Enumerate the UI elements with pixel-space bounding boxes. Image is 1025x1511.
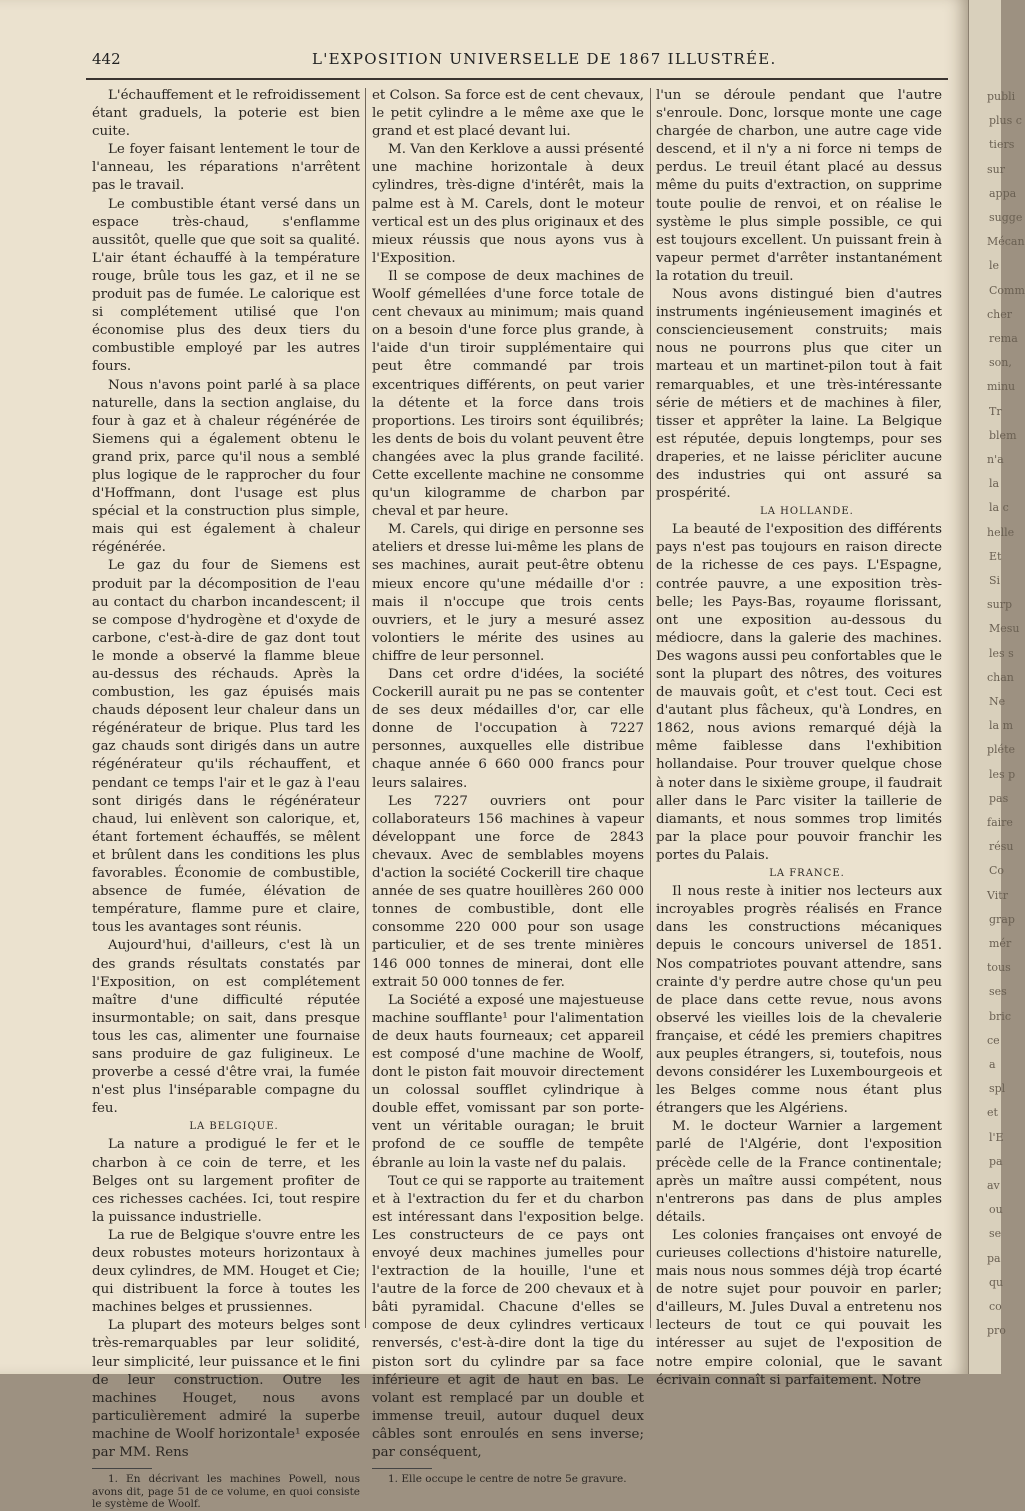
bleed-text-fragment: mér xyxy=(989,937,1012,950)
paragraph: M. Van den Kerklove a aussi présenté une machine horizontale à deux cylindres, très-digne d'intérêt, mais la palme est à M. Carels, dont le moteur vertical est un des plus originaux et des mieux réussis que nous ayons vus à l'Exposition. xyxy=(372,142,644,266)
paragraph: Nous avons distingué bien d'autres instruments ingénieusement imaginés et consciencieusement construits; mais nous ne pourrons plus que citer un marteau et un martinet-pilon tout à fait remarquables, et une très-intéressante série de métiers et de machines à filer, tisser et apprêter la laine. La Belgique est réputée, depuis longtemps, pour ses draperies, et ne laisse péricliter aucune des industries qui ont assuré sa prospérité. xyxy=(656,287,942,502)
bleed-text-fragment: Co xyxy=(989,864,1005,878)
bleed-text-fragment: ou xyxy=(989,1203,1003,1217)
paragraph: Dans cet ordre d'idées, la société Cockerill aurait pu ne pas se contenter de ses deux médailles d'or, car elle donne de l'occupation à 7227 personnes, auxquelles elle distribue chaque année 6 660 000 francs pour leurs salaires. xyxy=(372,667,644,791)
paragraph: Il se compose de deux machines de Woolf gémellées d'une force totale de cent chevaux au minimum; mais quand on a besoin d'une force plus grande, à l'aide d'un tiroir supplémentaire qui peut être commandé par trois excentriques différents, on peut varier la détente et la force dans trois proportions. Les tiroirs sont équilibrés; les dents de bois du volant peuvent être changées avec la plus grande facilité. Cette excellente machine ne consomme qu'un kilogramme de charbon par cheval et par heure. xyxy=(372,268,644,520)
bleed-text-fragment: ce xyxy=(987,1033,1000,1047)
bleed-text-fragment: Tr xyxy=(989,404,1002,418)
bleed-text-fragment: chan xyxy=(987,670,1014,684)
bleed-text-fragment: Et xyxy=(989,549,1002,563)
bleed-text-fragment: co xyxy=(989,1300,1002,1313)
paragraph: M. Carels, qui dirige en personne ses ateliers et dresse lui-même les plans de ses machines, aurait peut-être obtenu mieux encore qu'une médaille d'or : mais il n'occupe que trois cents ouvriers, et le jury a mesuré assez volontiers le mérite des usines au chiffre de leur personnel. xyxy=(372,522,644,664)
paragraph: Le combustible étant versé dans un espace très-chaud, s'enflamme aussitôt, quelle que que soit sa qualité. L'air étant échauffé à la température rouge, brûle tous les gaz, et il ne se produit pas de fumée. Le calorique est si complétement utilisé que l'on économise plus des deux tiers du combustible employé par les autres fours. xyxy=(92,196,360,375)
bleed-text-fragment: ses xyxy=(989,985,1007,999)
paragraph: M. le docteur Warnier a largement parlé de l'Algérie, dont l'exposition précède celle de la France continentale; après un maître aussi compétent, nous n'entrerons pas dans de plus amples détails. xyxy=(656,1119,942,1225)
bleed-text-fragment: sugge xyxy=(989,211,1023,224)
bleed-text-fragment: Vitr xyxy=(987,888,1008,902)
column-separator xyxy=(650,88,651,1328)
footnote: 1. Elle occupe le centre de notre 5e gravure. xyxy=(388,1473,627,1486)
running-title: L'EXPOSITION UNIVERSELLE DE 1867 ILLUSTRÉE. xyxy=(312,50,777,68)
column-2 xyxy=(372,87,644,1486)
paragraph: Les colonies françaises ont envoyé de curieuses collections d'histoire naturelle, mais nous nous sommes déjà trop écarté de notre sujet pour pouvoir en parler; d'ailleurs, M. Jules Duval a entretenu nos lecteurs de tout ce qui pouvait les intéresser au sujet de l'exposition de notre empire colonial, que le savant écrivain connaît si parfaitement. Notre xyxy=(656,1227,942,1388)
paragraph: Le foyer faisant lentement le tour de l'anneau, les réparations n'arrêtent pas le travail. xyxy=(92,142,360,194)
bleed-text-fragment: rema xyxy=(989,332,1018,345)
section-heading-hollande: LA HOLLANDE. xyxy=(760,506,854,518)
paragraph: La nature a prodigué le fer et le charbon à ce coin de terre, et les Belges ont su largement profiter de ces richesses cachées. Ici, tout respire la puissance industrielle. xyxy=(92,1137,360,1225)
bleed-text-fragment: tiers xyxy=(989,138,1015,152)
section-heading-france: LA FRANCE. xyxy=(769,868,845,880)
section-heading-belgique: LA BELGIQUE. xyxy=(189,1121,279,1133)
footnote: 1. En décrivant les machines Powell, nous avons dit, page 51 de ce volume, en quoi consiste le système de Woolf. xyxy=(92,1473,360,1511)
bleed-text-fragment: pa xyxy=(987,1251,1001,1265)
bleed-text-fragment: la xyxy=(989,477,1000,491)
bleed-text-fragment: faire xyxy=(987,816,1013,829)
bleed-text-fragment: se xyxy=(989,1227,1002,1241)
bleed-text-fragment: appa xyxy=(989,186,1017,200)
bleed-text-fragment: l'E xyxy=(989,1130,1004,1144)
paragraph: La beauté de l'exposition des différents pays n'est pas toujours en raison directe de la richesse de ces pays. L'Espagne, contrée pauvre, a une exposition très-belle; les Pays-Bas, royaume florissant, ont une exposition au-dessous du médiocre, dans la galerie des machines. Des wagons aussi peu confortables que le sont la plupart des nôtres, des voitures de mauvais goût, et c'est tout. Ceci est d'autant plus fâcheux, qu'à Londres, en 1862, nous avions remarqué déjà la même faiblesse dans l'exhibition hollandaise. Pour trouver quelque chose à noter dans le sixième groupe, il faudrait aller dans le Parc visiter la taillerie de diamants, et nous sommes trop limités par la place pour pouvoir franchir les portes du Palais. xyxy=(656,522,942,863)
bleed-text-fragment: Ne xyxy=(989,695,1006,708)
bleed-text-fragment: les p xyxy=(989,767,1016,781)
footnote-rule xyxy=(92,1468,152,1469)
paragraph: La plupart des moteurs belges sont très-remarquables par leur solidité, leur simplicité, leur puissance et le fini de leur construction. Outre les machines Houget, nous avons particulièrement admiré la superbe machine de Woolf horizontale¹ exposée par MM. Rens xyxy=(92,1318,360,1461)
bleed-text-fragment: pro xyxy=(987,1324,1006,1338)
bleed-text-fragment: le xyxy=(989,259,1000,273)
bleed-text-fragment: Comm xyxy=(989,283,1025,297)
paragraph: Les 7227 ouvriers ont pour collaborateurs 156 machines à vapeur développant une force de 2843 chevaux. Avec de semblables moyens d'action la société Cockerill tire chaque année de ses quatre houillères 260 000 tonnes de combustible, dont elle consomme 220 000 pour son usage particulier, et de ses trente minières 146 000 tonnes de minerai, dont elle extrait 50 000 tonnes de fer. xyxy=(372,793,644,990)
page-header xyxy=(92,50,947,76)
bleed-text-fragment: blem xyxy=(989,428,1017,442)
paragraph: Nous n'avons point parlé à sa place naturelle, dans la section anglaise, du four à gaz et à chaleur régénérée de Siemens qui a également obtenu le grand prix, parce qu'il nous a semblé plus logique de le rapprocher du four d'Hoffmann, dont l'usage est plus spécial et la construction plus simple, mais qui est également à chaleur régénérée. xyxy=(92,377,360,556)
bleed-text-fragment: publi xyxy=(987,90,1016,103)
bleed-text-fragment: Si xyxy=(989,574,1001,587)
bleed-text-fragment: cher xyxy=(987,307,1013,321)
bleed-text-fragment: Mécan xyxy=(987,235,1025,249)
bleed-text-fragment: plus c xyxy=(989,114,1022,128)
bleed-text-fragment: a xyxy=(989,1058,996,1071)
column-separator xyxy=(365,88,366,1328)
paragraph: Il nous reste à initier nos lecteurs aux incroyables progrès réalisés en France dans les constructions mécaniques depuis le concours universel de 1851. Nos compatriotes pouvant attendre, sans crainte d'y perdre autre chose qu'un peu de place dans cette revue, nous avons observé les vieilles lois de la chevalerie française, et cédé les premiers chapitres aux peuples étrangers, si, toutefois, nous devons considérer les Luxembourgeois et les Belges comme nous étant plus étrangers que les Algériens. xyxy=(656,884,942,1117)
bleed-text-fragment: qu xyxy=(989,1275,1004,1289)
bleed-text-fragment: minu xyxy=(987,380,1016,394)
column-3 xyxy=(656,87,942,1390)
bleed-text-fragment: bric xyxy=(989,1009,1011,1023)
bleed-text-fragment: la c xyxy=(989,501,1009,515)
bleed-text-fragment: surp xyxy=(987,598,1013,612)
page-number: 442 xyxy=(92,50,121,68)
bleed-text-fragment: résu xyxy=(989,840,1014,854)
facing-page-edge xyxy=(968,0,1025,1374)
bleed-text-fragment: pléte xyxy=(987,743,1015,757)
bleed-text-fragment: pa xyxy=(989,1154,1003,1168)
paragraph: Le gaz du four de Siemens est produit par la décomposition de l'eau au contact du charbon incandescent; il se compose d'hydrogène et d'oxyde de carbone, c'est-à-dire de gaz dont tout le monde a observé la flamme bleue au-dessus des réchauds. Après la combustion, les gaz épuisés mais chauds déposent leur chaleur dans un régénérateur de brique. Plus tard les gaz chauds sont dirigés dans un autre régénérateur qu'ils réchauffent, et pendant ce temps l'air et le gaz à l'eau sont dirigés dans le régénérateur chaud, lui enlèvent son calorique, et, étant fortement échauffés, se mêlent et brûlent dans les conditions les plus favorables. Économie de combustible, absence de fumée, élévation de température, flamme pure et claire, tous les avantages sont réunis. xyxy=(92,558,360,936)
bleed-text-fragment: sur xyxy=(987,162,1005,176)
bleed-text-fragment: helle xyxy=(987,525,1015,539)
paragraph: l'un se déroule pendant que l'autre s'enroule. Donc, lorsque monte une cage chargée de charbon, une autre cage vide descend, et il n'y a ni force ni temps de perdus. Le treuil étant placé au dessus même du puits d'extraction, on supprime toute poulie de renvoi, et on réalise le système le plus simple possible, ce qui est toujours excellent. Un puissant frein à vapeur permet d'arrêter instantanément la rotation du treuil. xyxy=(656,88,942,284)
bleed-text-fragment: la m xyxy=(989,719,1014,733)
paragraph: et Colson. Sa force est de cent chevaux, le petit cylindre a le même axe que le grand et est placé devant lui. xyxy=(372,88,644,140)
paragraph: La rue de Belgique s'ouvre entre les deux robustes moteurs horizontaux à deux cylindres, de MM. Houget et Cie; qui distribuent la force à toutes les machines belges et prussiennes. xyxy=(92,1227,360,1316)
bleed-text-fragment: grap xyxy=(989,912,1015,926)
header-rule xyxy=(86,78,948,80)
bleed-text-fragment: et xyxy=(987,1106,998,1120)
paragraph: Tout ce qui se rapporte au traitement et à l'extraction du fer et du charbon est intéressant dans l'exposition belge. Les constructeurs de ce pays ont envoyé deux machines jumelles pour l'extraction de la houille, l'une et l'autre de la force de 200 chevaux et à bâti pyramidal. Chacune d'elles se compose de deux cylindres verticaux renversés, c'est-à-dire dont la tige du piston sort du cylindre par sa face inférieure et agit de haut en bas. Le volant est remplacé par un double et immense treuil, autour duquel deux câbles sont enroulés en sens inverse; par conséquent, xyxy=(372,1173,644,1461)
bleed-text-fragment: son, xyxy=(989,356,1012,370)
bleed-text-fragment: pas xyxy=(989,791,1009,805)
bleed-text-fragment: av xyxy=(987,1179,1000,1192)
paragraph: La Société a exposé une majestueuse machine soufflante¹ pour l'alimentation de deux hauts fourneaux; cet appareil est composé d'une machine de Woolf, dont le piston fait mouvoir directement un colossal soufflet cylindrique à double effet, vomissant par son porte-vent un véritable ouragan; le bruit profond de ce souffle de tempête ébranle au loin la vaste nef du palais. xyxy=(372,992,644,1171)
paragraph: Aujourd'hui, d'ailleurs, c'est là un des grands résultats constatés par l'Exposition, on est complétement maître d'une difficulté réputée insurmontable; on sait, dans presque tous les cas, alimenter une fournaise sans produire de gaz fuligineux. Le proverbe a cessé d'être vrai, la fumée n'est plus l'inséparable compagne du feu. xyxy=(92,938,360,1117)
bleed-text-fragment: Mesu xyxy=(989,622,1020,636)
bleed-text-fragment: n'a xyxy=(987,453,1004,466)
bleed-text-fragment: les s xyxy=(989,646,1014,660)
bleed-text-fragment: spl xyxy=(989,1082,1006,1096)
paragraph: L'échauffement et le refroidissement étant graduels, la poterie est bien cuite. xyxy=(92,88,360,140)
column-1 xyxy=(92,87,360,1511)
footnote-rule xyxy=(372,1468,432,1469)
bleed-text-fragment: tous xyxy=(987,961,1011,975)
